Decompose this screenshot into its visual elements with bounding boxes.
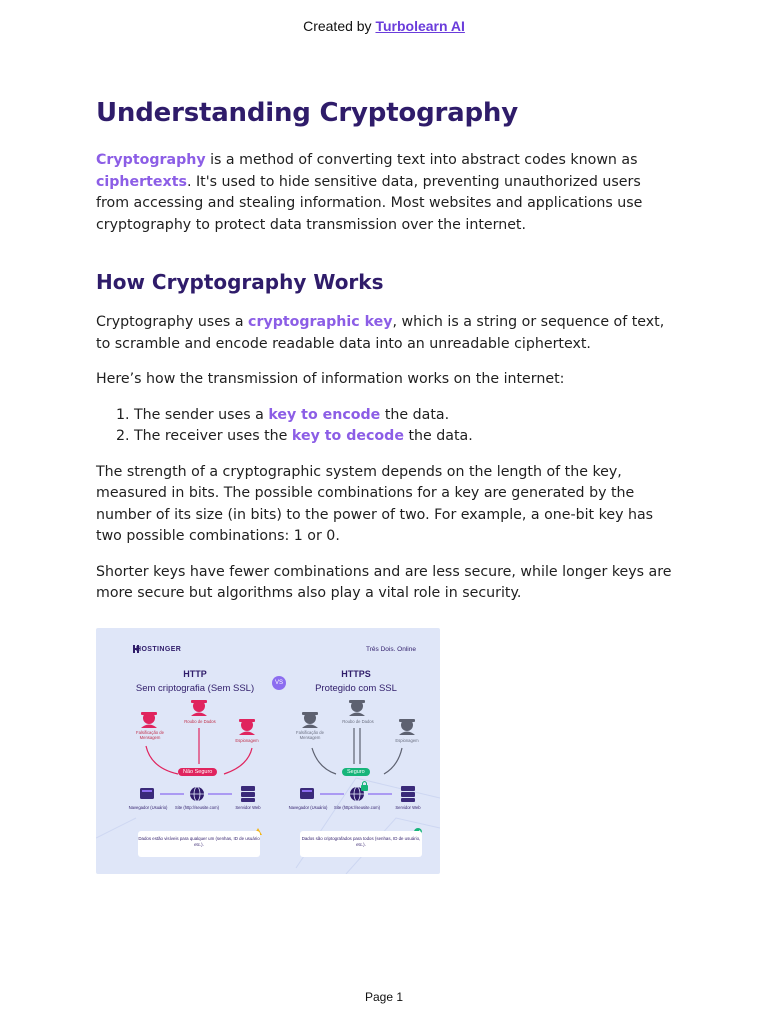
page-title: Understanding Cryptography xyxy=(96,98,518,128)
transmission-paragraph: Here’s how the transmission of information works on the internet: xyxy=(96,371,565,387)
key-text-2: , which is a string or sequence of text, to scramble and encode readable data into an unreadable ciphertext. xyxy=(96,314,665,352)
steps-list xyxy=(96,405,676,448)
browser-icon xyxy=(140,788,154,799)
term-key-to-encode: key to encode xyxy=(268,406,381,423)
document-body xyxy=(96,98,676,619)
https-title: HTTPS xyxy=(341,669,371,679)
http-note: Dados estão visíveis para qualquer um (senhas, ID de usuário etc.). xyxy=(138,831,260,857)
intro-text-1: is a method of converting text into abstract codes known as xyxy=(205,152,638,168)
server-icon xyxy=(401,786,415,802)
step-text: the data. xyxy=(380,406,450,423)
attack-label: Roubo de Dados xyxy=(184,719,216,724)
browser-icon xyxy=(300,788,314,799)
section-title: How Cryptography Works xyxy=(96,270,384,294)
step-text: the data. xyxy=(403,428,473,444)
attack-label: Roubo de Dados xyxy=(342,719,374,724)
https-subtitle: Protegido com SSL xyxy=(315,683,397,694)
node-label: Navegador (Usuário) xyxy=(288,805,328,810)
node-label: Navegador (Usuário) xyxy=(128,805,168,810)
attack-label: Falsificação de Mensagem xyxy=(136,730,164,740)
term-cryptography: Cryptography xyxy=(96,152,206,168)
list-item xyxy=(134,426,676,448)
figure-brand: HOSTINGER xyxy=(136,646,182,653)
term-cryptographic-key: cryptographic key xyxy=(248,314,393,330)
node-label: Site (https://seusite.com) xyxy=(333,805,381,810)
step-text: The sender uses a xyxy=(134,406,269,423)
node-label: Servidor Web xyxy=(235,805,261,810)
http-vs-https-figure xyxy=(96,628,440,874)
key-text-1: Cryptography uses a xyxy=(96,314,249,330)
attack-label: Falsificação de Mensagem xyxy=(296,730,324,740)
page-header xyxy=(0,18,768,34)
server-icon xyxy=(241,786,255,802)
intro-paragraph xyxy=(96,150,676,236)
vs-badge: VS xyxy=(272,676,286,690)
list-item xyxy=(134,405,676,427)
turbolearn-link[interactable]: Turbolearn AI xyxy=(375,18,465,34)
figure-site: Três Dois. Online xyxy=(366,646,416,653)
attack-label: Espionagem xyxy=(395,738,419,743)
header-prefix: Created by xyxy=(303,18,376,34)
status-badge: Seguro xyxy=(342,768,370,776)
node-label: Site (http://seusite.com) xyxy=(175,805,219,810)
key-paragraph xyxy=(96,312,676,355)
http-title: HTTP xyxy=(183,669,207,679)
https-note: Dados são criptografados para todos (senhas, ID de usuário, etc.). xyxy=(300,831,422,857)
term-key-to-decode: key to decode xyxy=(291,428,404,444)
node-label: Servidor Web xyxy=(395,805,421,810)
security-paragraph: Shorter keys have fewer combinations and are less secure, while longer keys are more secure but algorithms also play a vital role in security. xyxy=(96,563,672,601)
globe-icon xyxy=(190,787,204,801)
attack-label: Espionagem xyxy=(235,738,259,743)
strength-paragraph: The strength of a cryptographic system depends on the length of the key, measured in bits. The possible combinations for a key are generated by the number of its size (in bits) to the power of two. For example, a one-bit key has two possible combinations: 1 or 0. xyxy=(96,463,654,544)
lock-icon xyxy=(361,782,368,792)
step-text: The receiver uses the xyxy=(134,428,292,444)
http-subtitle: Sem criptografia (Sem SSL) xyxy=(135,683,255,694)
term-ciphertexts: ciphertexts xyxy=(96,173,187,190)
status-badge: Não Seguro xyxy=(178,768,217,776)
page-number: Page 1 xyxy=(364,990,404,1004)
intro-text-2: . It's used to hide sensitive data, preventing unauthorized users from accessing and stealing information. Most websites and applications use cryptography to protect data transmission over the internet. xyxy=(96,173,643,233)
